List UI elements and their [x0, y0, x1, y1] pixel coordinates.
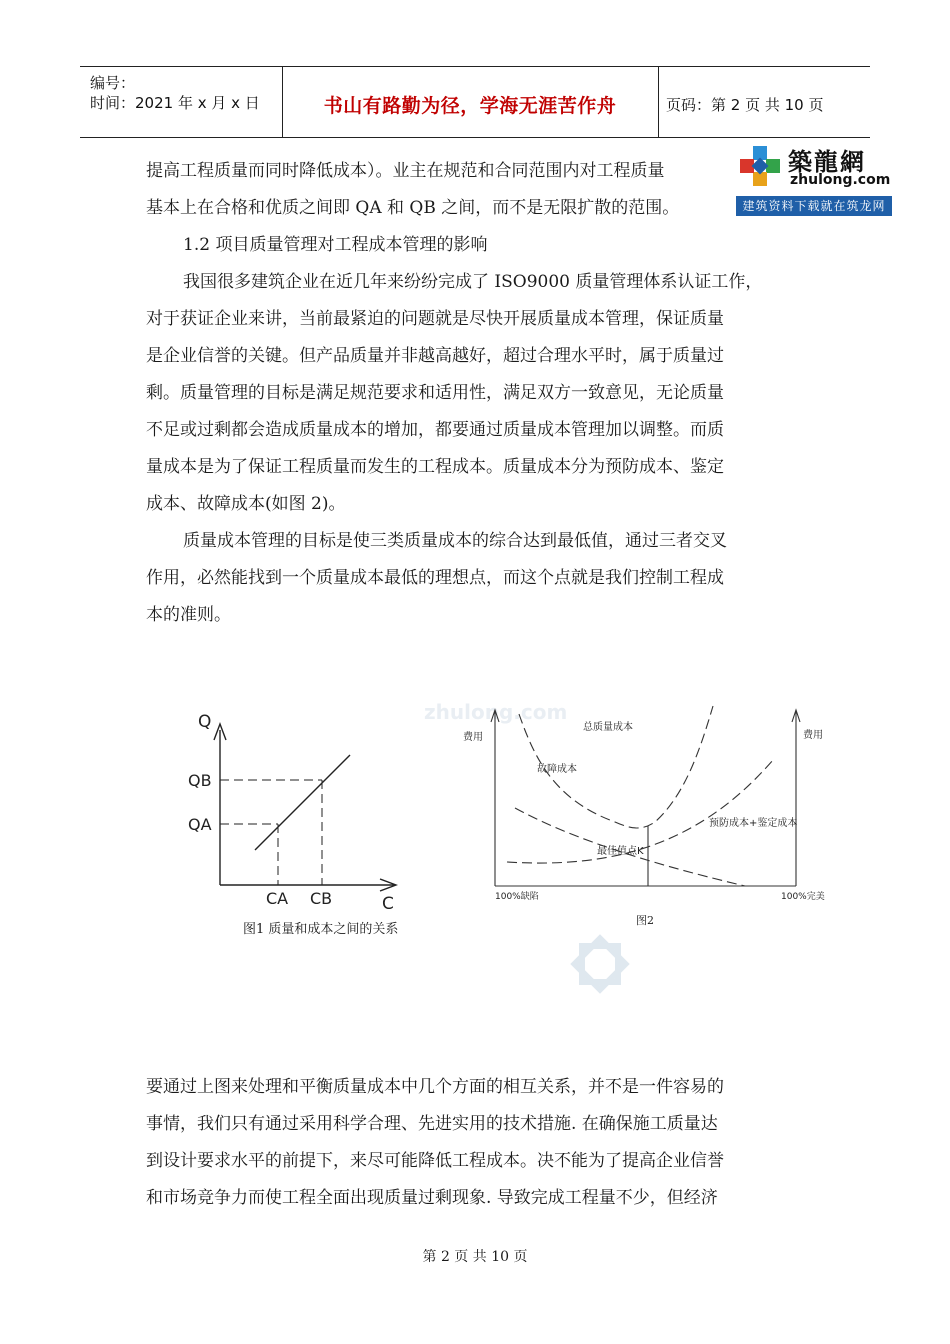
page-header	[80, 66, 870, 138]
paragraph-line: 到设计要求水平的前提下，来尽可能降低工程成本。决不能为了提高企业信誉	[146, 1151, 724, 1171]
date-label: 时间：2021 年 x 月 x 日	[90, 94, 260, 112]
paragraph-line: 对于获证企业来讲，当前最紧迫的问题就是尽快开展质量成本管理，保证质量	[146, 309, 724, 329]
watermark-text: zhulong.com	[424, 700, 568, 724]
fig2-x-left-label: 100%缺陷	[495, 892, 539, 902]
logo-domain: zhulong.com	[790, 172, 891, 188]
fig1-qb-label: QB	[188, 771, 212, 790]
paragraph-line: 事情，我们只有通过采用科学合理、先进实用的技术措施. 在确保施工质量达	[146, 1114, 718, 1134]
paragraph-line: 提高工程质量而同时降低成本）。业主在规范和合同范围内对工程质量	[146, 161, 665, 181]
fig2-optimum-label: 最佳值点K	[597, 846, 644, 857]
logo-tagline: 建筑资料下载就在筑龙网	[736, 196, 892, 216]
fig2-right-label: 费用	[803, 730, 823, 741]
fig1-qa-label: QA	[188, 815, 212, 834]
paragraph-line: 质量成本管理的目标是使三类质量成本的综合达到最低值，通过三者交叉	[183, 531, 727, 551]
fig2-left-label: 费用	[463, 732, 483, 743]
paragraph-line: 作用，必然能找到一个质量成本最低的理想点，而这个点就是我们控制工程成	[146, 568, 724, 588]
paragraph-line: 要通过上图来处理和平衡质量成本中几个方面的相互关系，并不是一件容易的	[146, 1077, 724, 1097]
figure2-caption: 图2	[636, 914, 654, 927]
motto: 书山有路勤为径，学海无涯苦作舟	[323, 95, 617, 117]
fig2-x-right-label: 100%完美	[781, 892, 825, 902]
paragraph-line: 是企业信誉的关键。但产品质量并非越高越好，超过合理水平时，属于质量过	[146, 346, 724, 366]
fig1-relation-line	[255, 755, 350, 850]
zhulong-logo	[736, 140, 892, 216]
page-info: 页码：第 2 页 共 10 页	[666, 96, 824, 114]
header-motto-cell	[282, 67, 659, 137]
paragraph-line: 量成本是为了保证工程质量而发生的工程成本。质量成本分为预防成本、鉴定	[146, 457, 724, 477]
fig2-prevention-label: 预防成本+鉴定成本	[709, 818, 798, 829]
fig1-cb-label: CB	[310, 889, 333, 908]
fig2-total-label: 总质量成本	[583, 722, 633, 733]
logo-name: 築龍網	[788, 147, 866, 176]
section-heading: 1.2 项目质量管理对工程成本管理的影响	[183, 235, 488, 255]
header-page-cell	[658, 67, 870, 137]
paragraph-line: 不足或过剩都会造成质量成本的增加，都要通过质量成本管理加以调整。而质	[146, 420, 724, 440]
figure1-caption: 图1 质量和成本之间的关系	[243, 922, 399, 937]
serial-label: 编号：	[90, 74, 136, 92]
figure2-quality-cost-curves	[455, 700, 835, 905]
paragraph-line: 基本上在合格和优质之间即 QA 和 QB 之间，而不是无限扩散的范围。	[146, 198, 680, 218]
paragraph-line: 成本、故障成本(如图 2)。	[146, 494, 346, 514]
snowflake-logo-icon	[736, 142, 784, 190]
paragraph-line: 和市场竞争力而使工程全面出现质量过剩现象. 导致完成工程量不少，但经济	[146, 1188, 718, 1208]
figure1-quality-cost-chart	[180, 700, 420, 915]
fig1-ca-label: CA	[266, 889, 289, 908]
header-meta-cell	[80, 67, 283, 137]
watermark-snowflake-icon	[568, 932, 632, 996]
paragraph-line: 剩。质量管理的目标是满足规范要求和适用性，满足双方一致意见，无论质量	[146, 383, 724, 403]
fig1-y-label: Q	[198, 712, 212, 732]
fig2-failure-label: 故障成本	[537, 764, 577, 775]
page-footer: 第 2 页 共 10 页	[422, 1249, 528, 1265]
fig1-x-label: C	[382, 894, 394, 914]
paragraph-line: 本的准则。	[146, 605, 231, 625]
paragraph-line: 我国很多建筑企业在近几年来纷纷完成了 ISO9000 质量管理体系认证工作，	[183, 272, 763, 292]
